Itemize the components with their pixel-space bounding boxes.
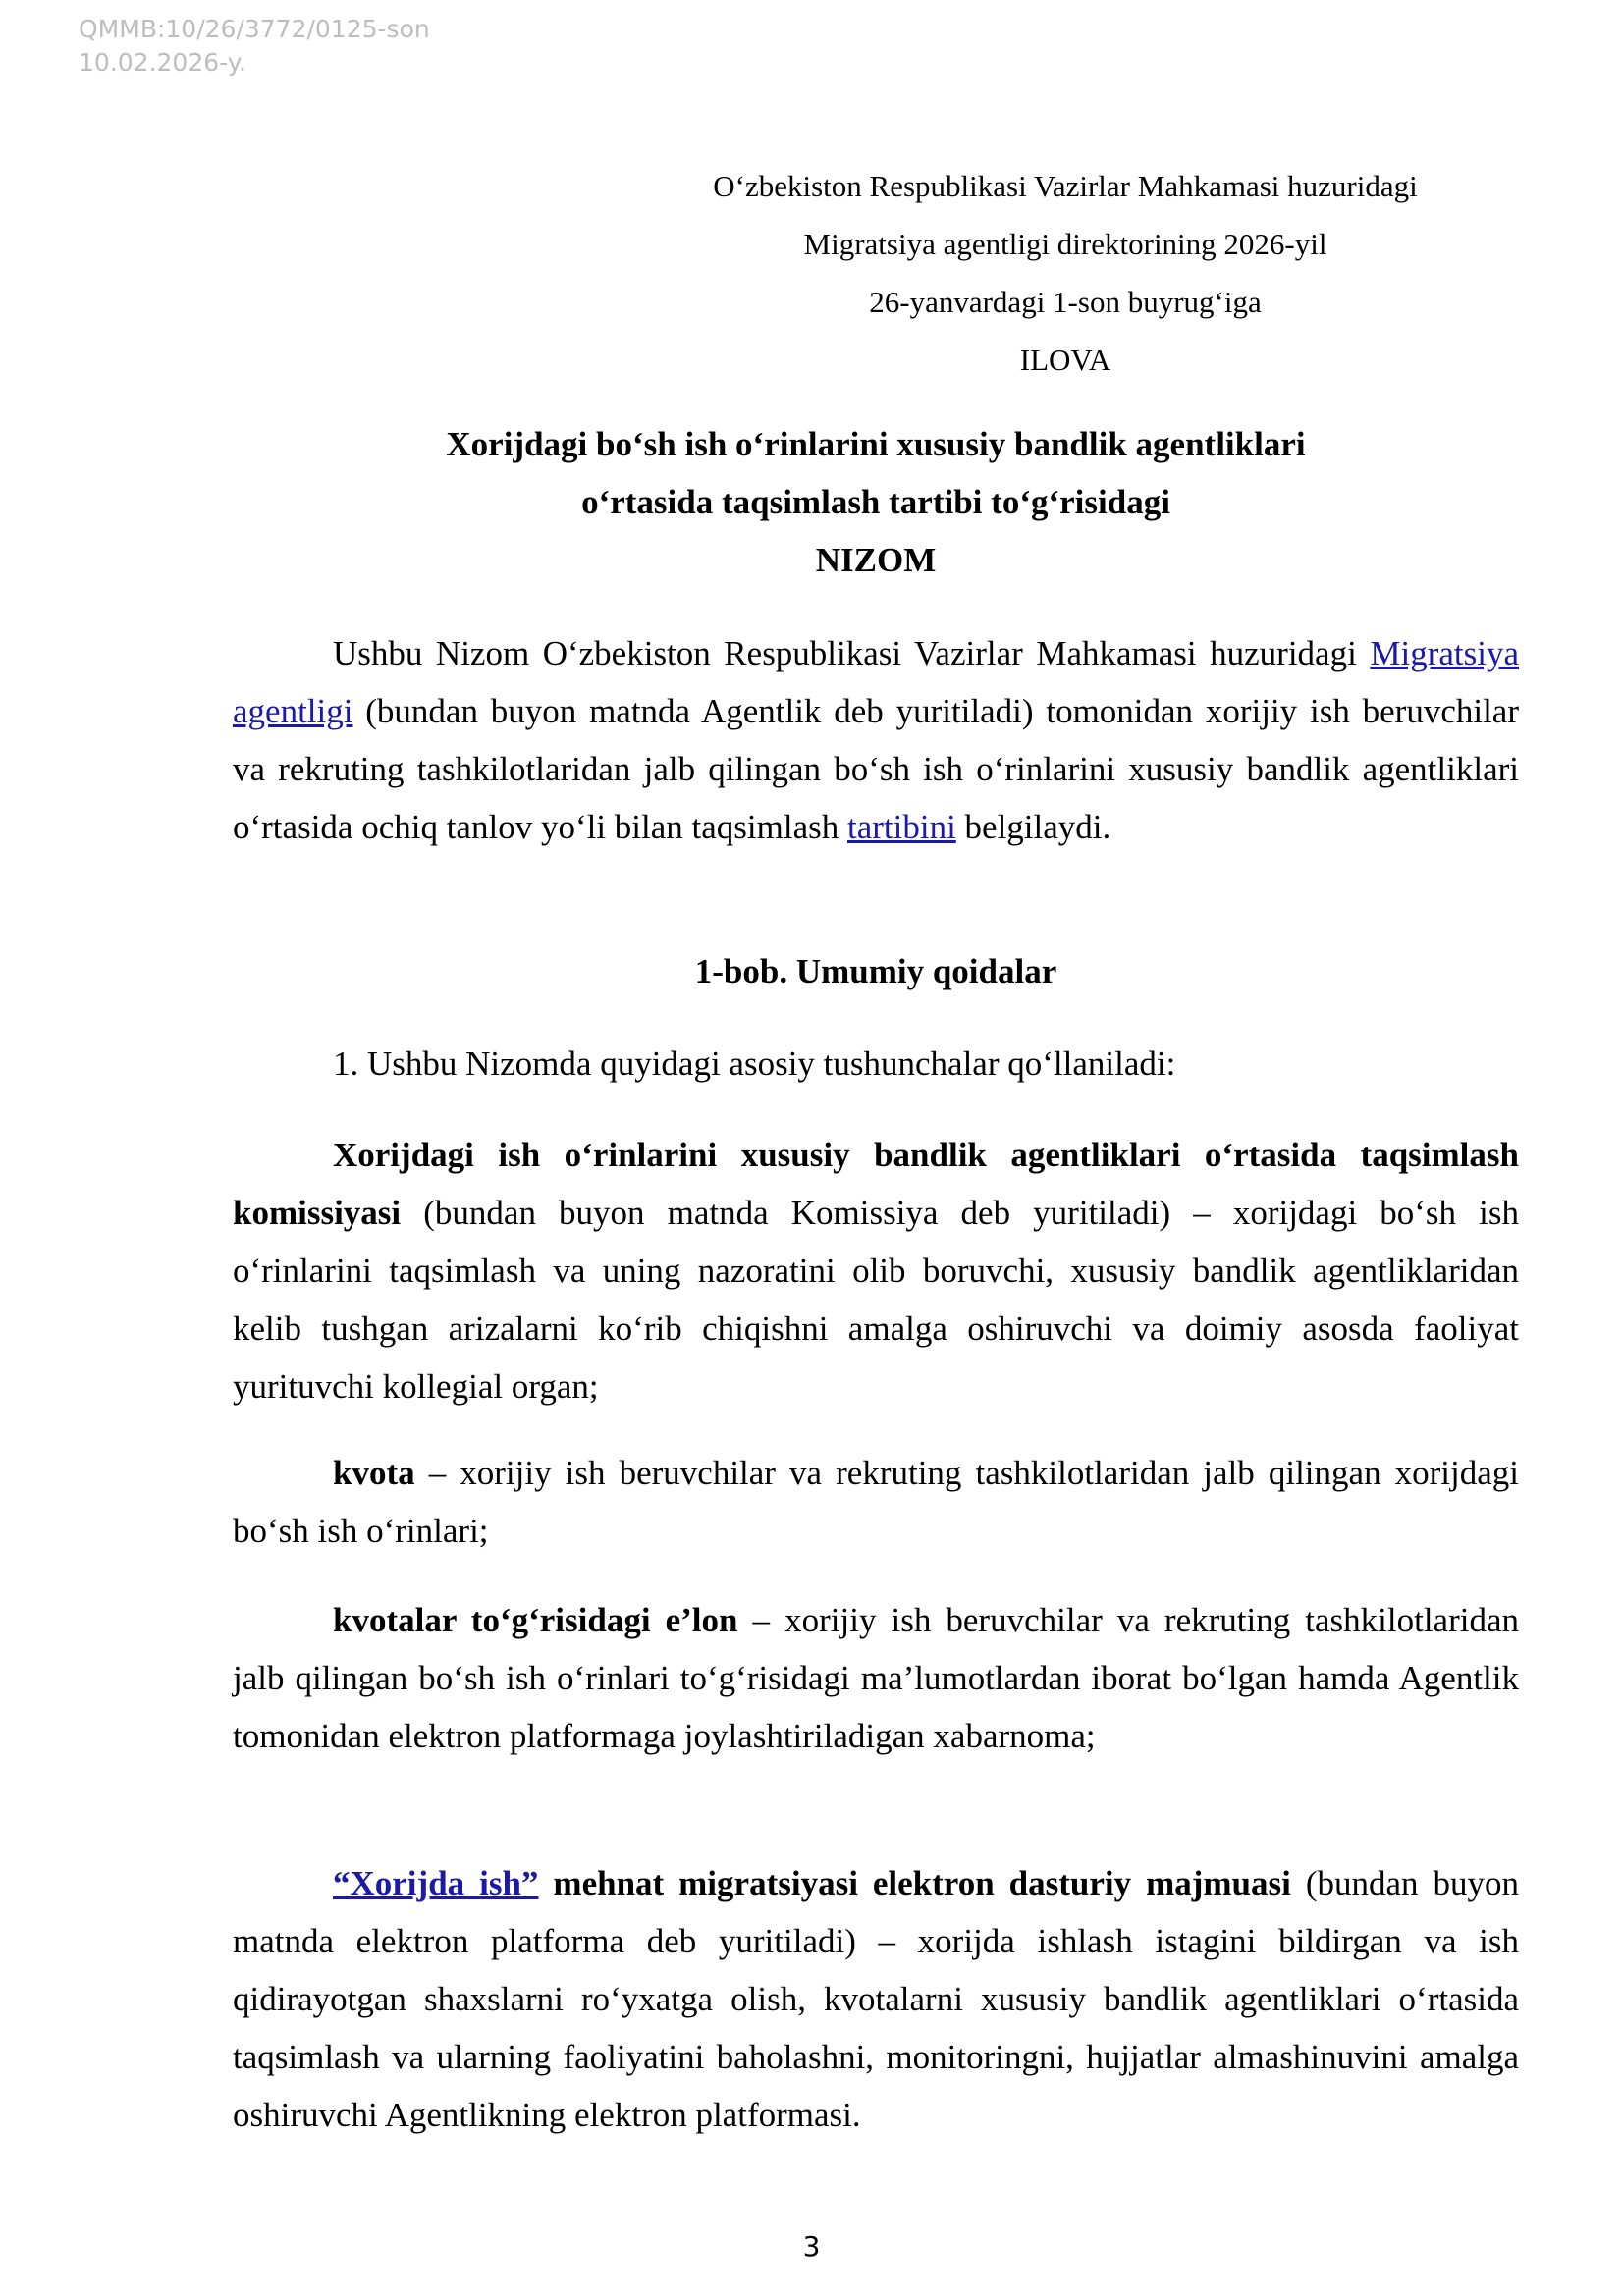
intro-text-start: Ushbu Nizom O‘zbekiston Respublikasi Vazirlar Mahkamasi huzuridagi (333, 634, 1371, 672)
intro-text-end: belgilaydi. (955, 808, 1111, 846)
stamp-registration-number: QMMB:10/26/3772/0125-son (79, 15, 430, 43)
document-title (233, 415, 1519, 589)
approval-line-1: O‘zbekiston Respublikasi Vazirlar Mahkamasi huzuridagi (713, 169, 1418, 203)
page-number: 3 (802, 2230, 821, 2263)
chapter-heading: 1-bob. Umumiy qoidalar (694, 952, 1057, 990)
platform-term: mehnat migratsiyasi elektron dasturiy majmuasi (538, 1864, 1291, 1902)
approval-line-3: 26-yanvardagi 1-son buyrug‘iga (869, 285, 1262, 319)
commission-text: (bundan buyon matnda Komissiya deb yuritiladi) – xorijdagi bo‘sh ish o‘rinlarini taqsimlash va uning nazoratini olib boruvchi, xususiy bandlik agentliklaridan kelib tushgan arizalarni ko‘rib chiqishni amalga oshiruvchi va doimiy asosda faoliyat yurituvchi kollegial organ; (233, 1194, 1519, 1406)
intro-paragraph (233, 624, 1519, 856)
commission-term: Xorijdagi ish o‘rinlarini xususiy bandlik agentliklari o‘rtasida taqsimlash komissiyasi (233, 1136, 1519, 1232)
registration-stamp (79, 13, 430, 80)
quota-text: – xorijiy ish beruvchilar va rekruting tashkilotlaridan jalb qilingan xorijdagi bo‘sh ish o‘rinlari; (233, 1454, 1519, 1550)
quota-definition (233, 1444, 1519, 1560)
item-1-paragraph: 1. Ushbu Nizomda quyidagi asosiy tushunchalar qo‘llaniladi: (333, 1044, 1176, 1083)
stamp-date: 10.02.2026-y. (79, 48, 246, 77)
migration-agency-link[interactable]: Migratsiya agentligi (233, 634, 1519, 730)
platform-text: (bundan buyon matnda elektron platforma deb yuritiladi) – xorijda ishlash istagini bildirgan va ish qidirayotgan shaxslarni ro‘yxatga olish, kvotalarni xususiy bandlik agentliklari o‘rtasida taqsimlash va ularning faoliyatini baholashni, monitoringni, hujjatlar almashinuvini amalga oshiruvchi Agentlikning elektron platformasi. (233, 1864, 1519, 2134)
approval-block (628, 157, 1502, 389)
platform-definition (233, 1854, 1519, 2144)
announcement-text: – xorijiy ish beruvchilar va rekruting tashkilotlaridan jalb qilingan bo‘sh ish o‘rinlari to‘g‘risidagi ma’lumotlardan iborat bo‘lgan hamda Agentlik tomonidan elektron platformaga joylashtiriladigan xabarnoma; (233, 1601, 1519, 1755)
title-line-1: Xorijdagi bo‘sh ish o‘rinlarini xususiy bandlik agentliklari (446, 425, 1306, 463)
title-line-2: o‘rtasida taqsimlash tartibi to‘g‘risidagi (581, 483, 1170, 521)
title-line-3: NIZOM (815, 541, 937, 579)
intro-text-middle: (bundan buyon matnda Agentlik deb yuritiladi) tomonidan xorijiy ish beruvchilar va rekruting tashkilotlaridan jalb qilingan bo‘sh ish o‘rinlarini xususiy bandlik agentliklari o‘rtasida ochiq tanlov yo‘li bilan taqsimlash (233, 692, 1519, 846)
xorijda-ish-link[interactable]: “Xorijda ish” (333, 1864, 539, 1902)
procedure-link[interactable]: tartibini (846, 808, 956, 846)
commission-definition (233, 1126, 1519, 1415)
announcement-term: kvotalar to‘g‘risidagi e’lon (333, 1601, 738, 1639)
approval-annex-label: ILOVA (1019, 343, 1111, 377)
approval-line-2: Migratsiya agentligi direktorining 2026-yil (803, 227, 1327, 261)
quota-term: kvota (333, 1454, 415, 1492)
announcement-definition (233, 1591, 1519, 1765)
